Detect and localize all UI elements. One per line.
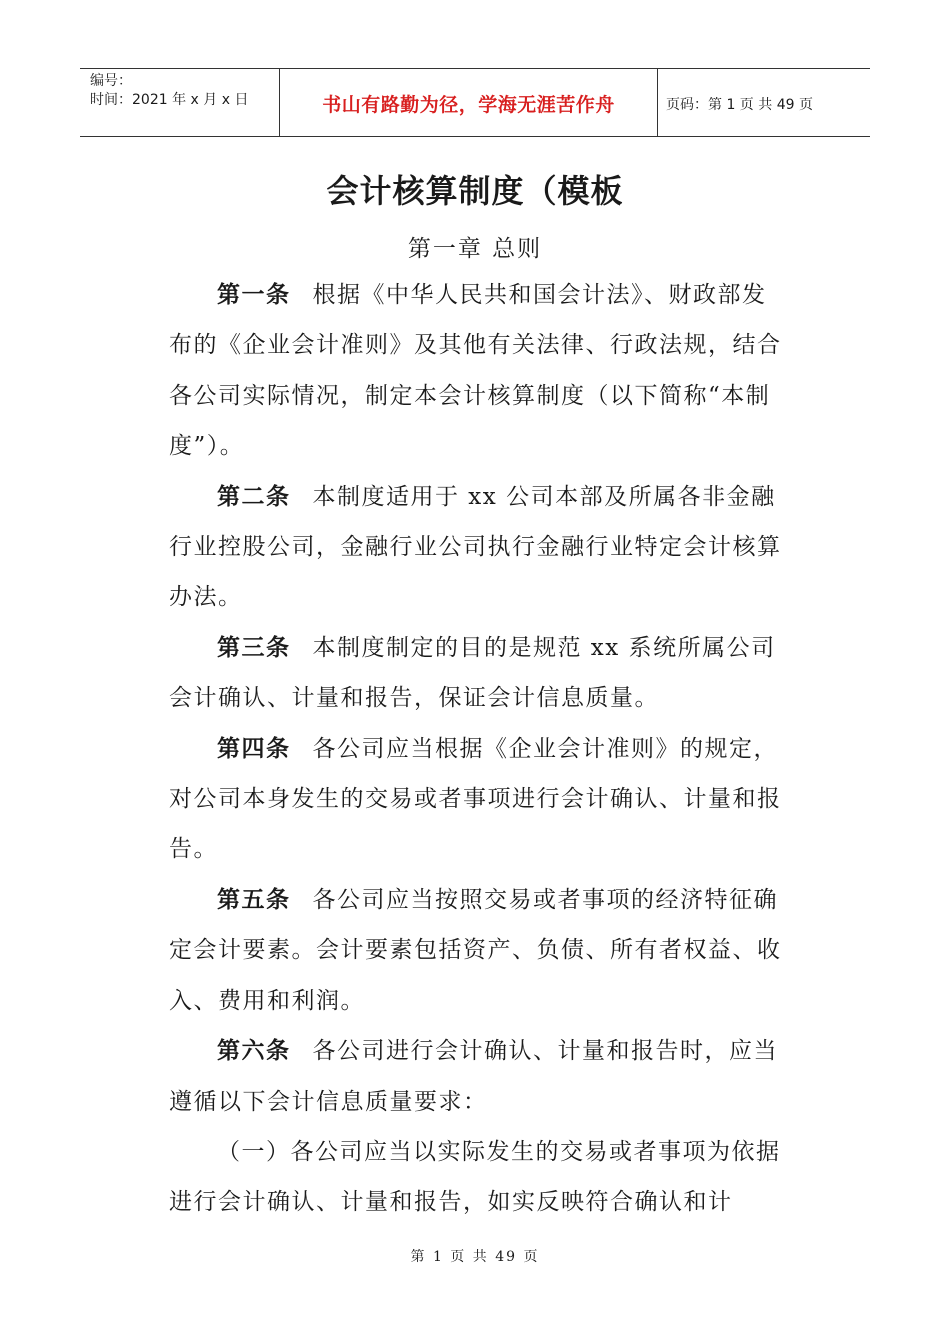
header-page-info: 页码：第 1 页 共 49 页 — [666, 96, 813, 113]
article-3 — [169, 623, 789, 724]
article-1 — [169, 270, 789, 472]
article-text: 根据《中华人民共和国会计法》、财政部发布的《企业会计准则》及其他有关法律、行政法规，结合各公司实际情况，制定本会计核算制度（以下简称“本制度”）。 — [169, 282, 782, 460]
article-text: 各公司应当根据《企业会计准则》的规定，对公司本身发生的交易或者事项进行会计确认、计量和报告。 — [169, 735, 782, 863]
article-text: 各公司应当按照交易或者事项的经济特征确定会计要素。会计要素包括资产、负债、所有者权益、收入、费用和利润。 — [169, 886, 782, 1014]
article-label: 第四条 — [217, 735, 291, 762]
document-date: 时间：2021 年 x 月 x 日 — [90, 92, 249, 108]
article-label: 第三条 — [217, 634, 291, 661]
article-label: 第一条 — [217, 282, 291, 308]
article-label: 第六条 — [217, 1038, 291, 1065]
article-label: 第五条 — [217, 886, 291, 913]
list-item-1: （一）各公司应当以实际发生的交易或者事项为依据进行会计确认、计量和报告，如实反映符合确认和计 — [169, 1138, 781, 1216]
document-number-label: 编号： — [90, 73, 132, 89]
article-text: 本制度适用于 xx 公司本部及所属各非金融行业控股公司，金融行业公司执行金融行业特定会计核算办法。 — [169, 483, 782, 611]
article-text: 各公司进行会计确认、计量和报告时，应当遵循以下会计信息质量要求： — [169, 1038, 778, 1115]
article-text: 本制度制定的目的是规范 xx 系统所属公司会计确认、计量和报告，保证会计信息质量。 — [169, 634, 776, 712]
document-header — [80, 68, 870, 137]
article-2 — [169, 472, 789, 623]
document-body — [169, 270, 789, 1228]
document-title: 会计核算制度（模板 — [326, 172, 624, 210]
article-5 — [169, 875, 789, 1026]
header-motto: 书山有路勤为径，学海无涯苦作舟 — [280, 69, 658, 136]
chapter-heading: 第一章 总则 — [407, 236, 543, 262]
article-label: 第二条 — [217, 483, 291, 510]
article-6 — [169, 1026, 789, 1127]
page-footer: 第 1 页 共 49 页 — [410, 1249, 540, 1265]
article-4 — [169, 724, 789, 875]
header-meta-cell — [80, 69, 280, 136]
